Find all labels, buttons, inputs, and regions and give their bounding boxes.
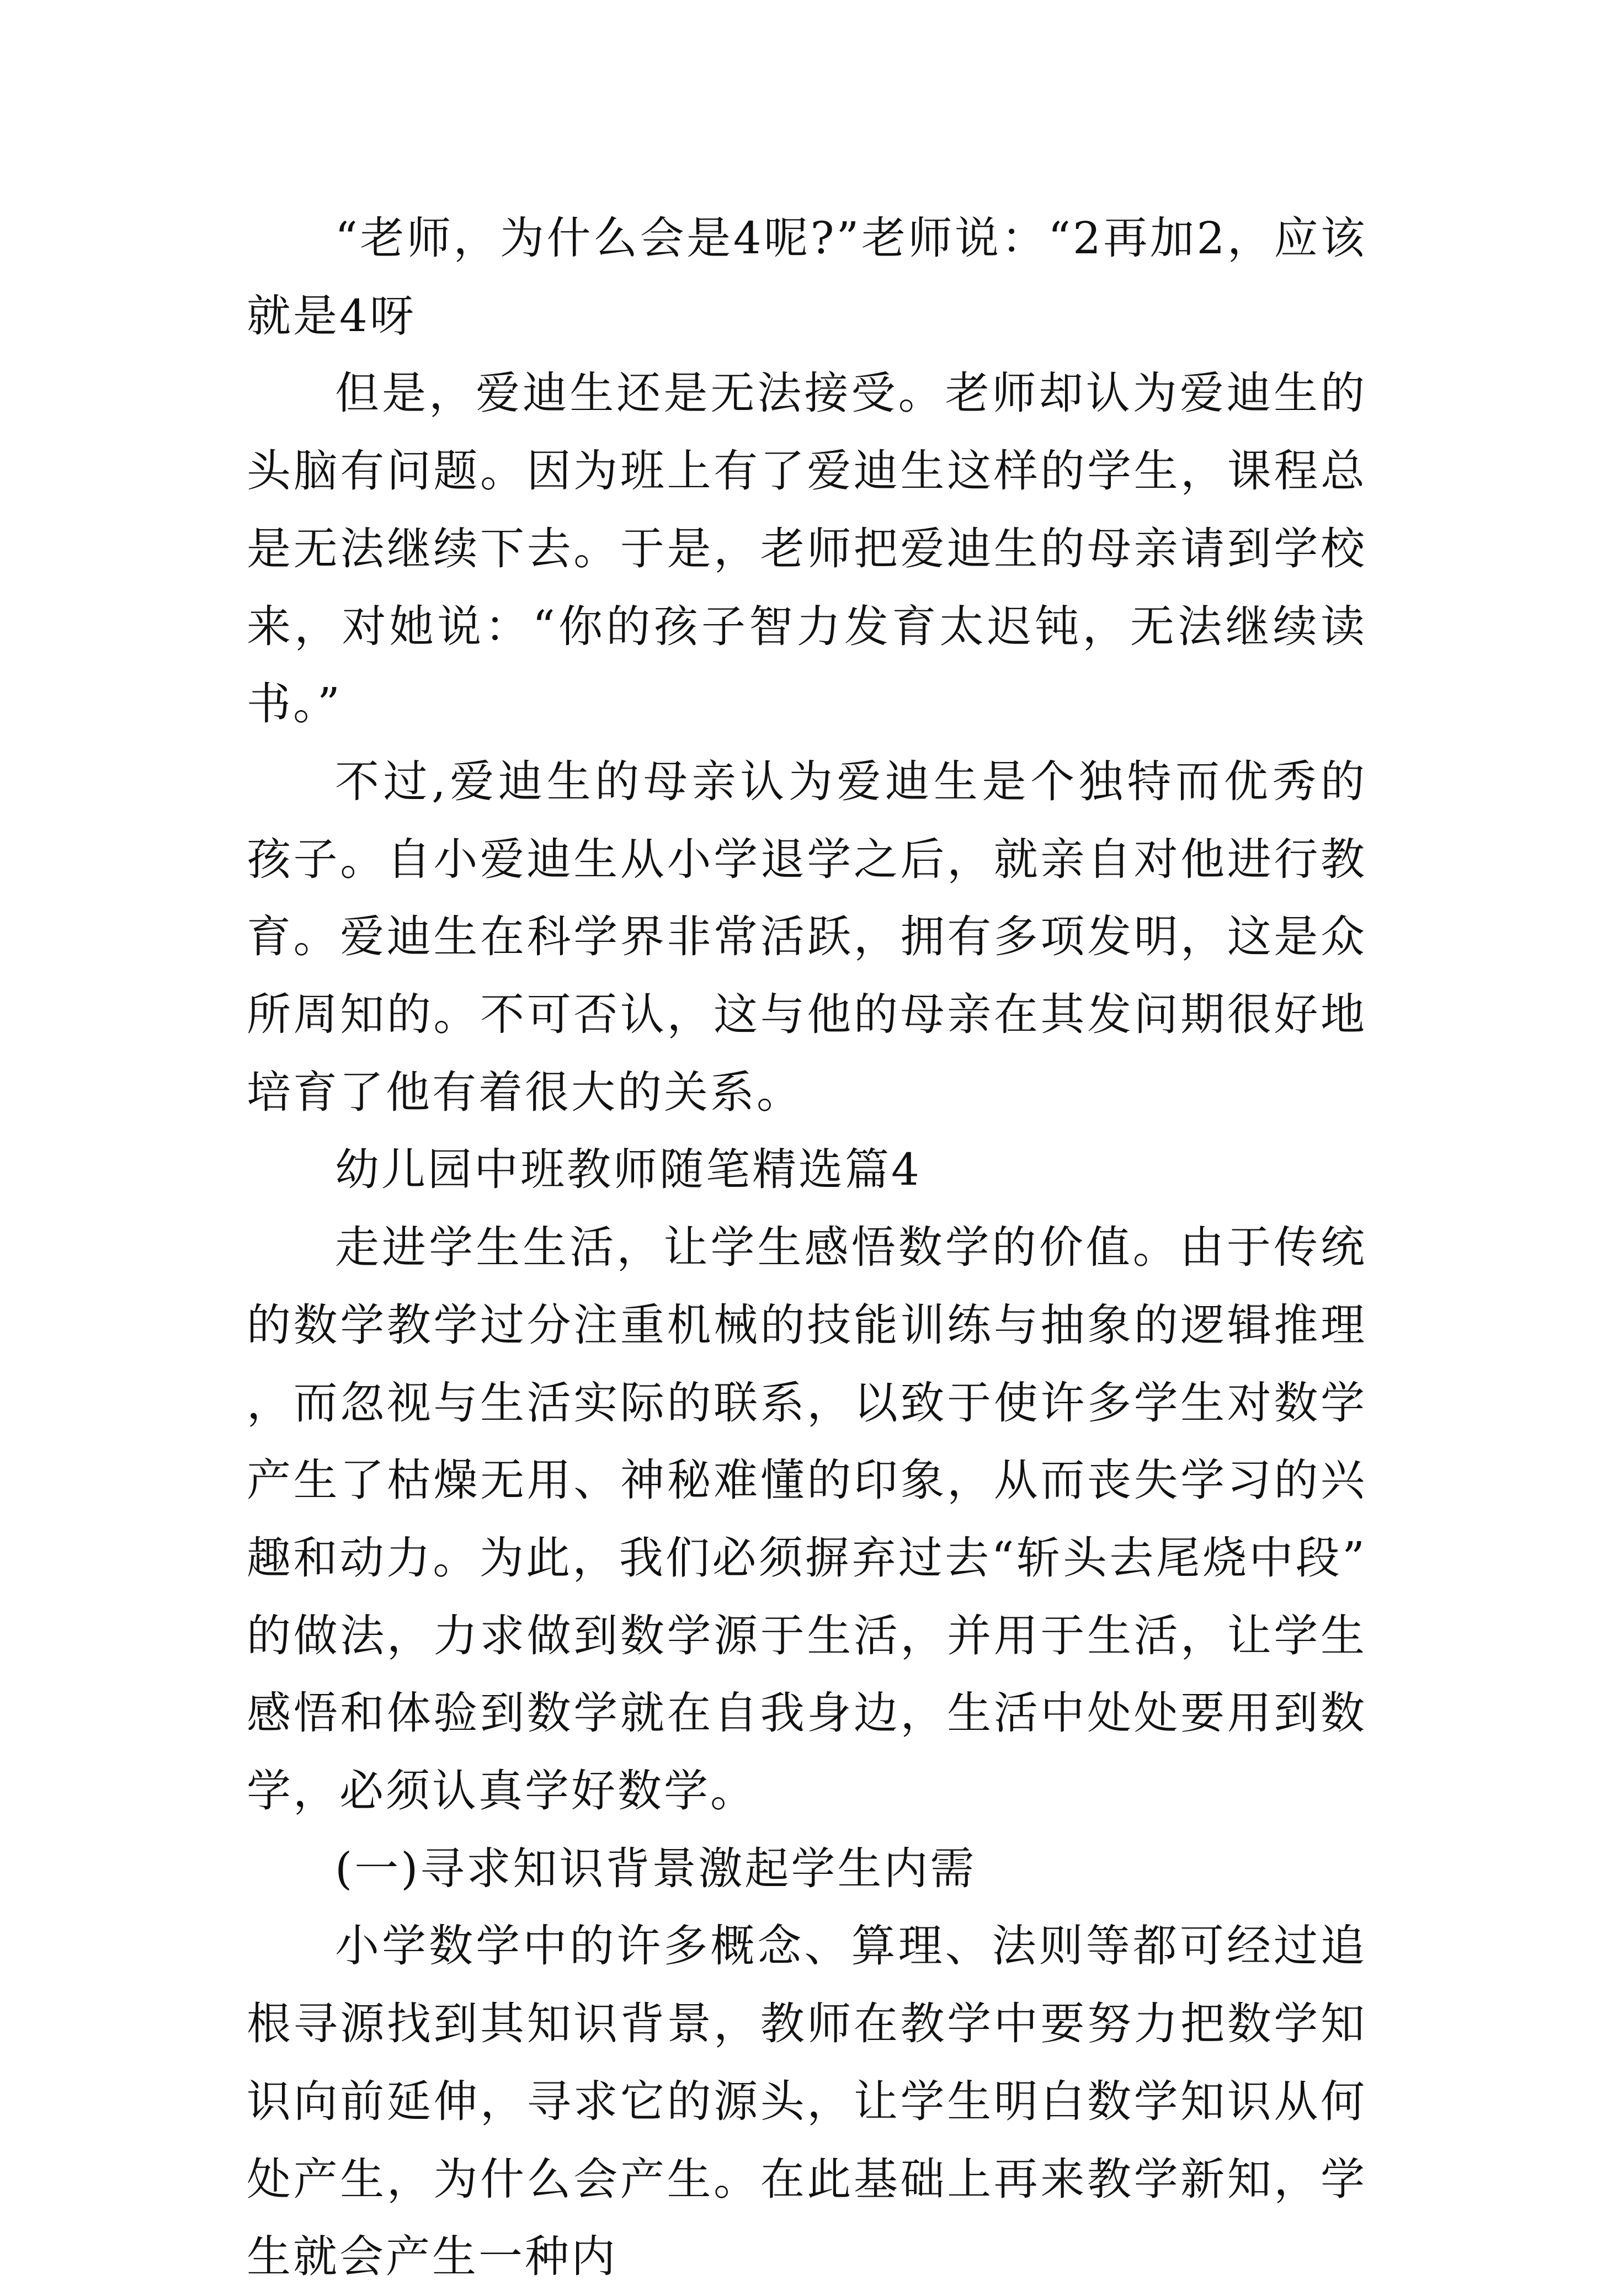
document-body [247, 200, 1367, 2296]
paragraph-math-value: 走进学生生活，让学生感悟数学的价值。由于传统的数学教学过分注重机械的技能训练与抽象的逻辑推理，而忽视与生活实际的联系，以致于使许多学生对数学产生了枯燥无用、神秘难懂的印象，从而丧失学习的兴趣和动力。为此，我们必须摒弃过去“斩头去尾烧中段”的做法，力求做到数学源于生活，并用于生活，让学生感悟和体验到数学就在自我身边，生活中处处要用到数学，必须认真学好数学。 [247, 1222, 1367, 1817]
paragraph-teacher-meeting: 但是，爱迪生还是无法接受。老师却认为爱迪生的头脑有问题。因为班上有了爱迪生这样的学生，课程总是无法继续下去。于是，老师把爱迪生的母亲请到学校来，对她说：“你的孩子智力发育太迟钝，无法继续读书。” [247, 367, 1367, 730]
paragraph-mother-education: 不过,爱迪生的母亲认为爱迪生是个独特而优秀的孩子。自小爱迪生从小学退学之后，就亲自对他进行教育。爱迪生在科学界非常活跃，拥有多项发明，这是众所周知的。不可否认，这与他的母亲在其发问期很好地培育了他有着很大的关系。 [247, 755, 1367, 1118]
section-heading: 幼儿园中班教师随笔精选篇4 [335, 1144, 922, 1196]
subsection-heading: (一)寻求知识背景激起学生内需 [335, 1842, 977, 1894]
paragraph-knowledge-background: 小学数学中的许多概念、算理、法则等都可经过追根寻源找到其知识背景，教师在教学中要努力把数学知识向前延伸，寻求它的源头，让学生明白数学知识从何处产生，为什么会产生。在此基础上再来教学新知，学生就会产生一种内 [247, 1920, 1367, 2283]
paragraph-dialogue: “老师，为什么会是4呢?”老师说：“2再加2，应该就是4呀 [247, 212, 1367, 342]
